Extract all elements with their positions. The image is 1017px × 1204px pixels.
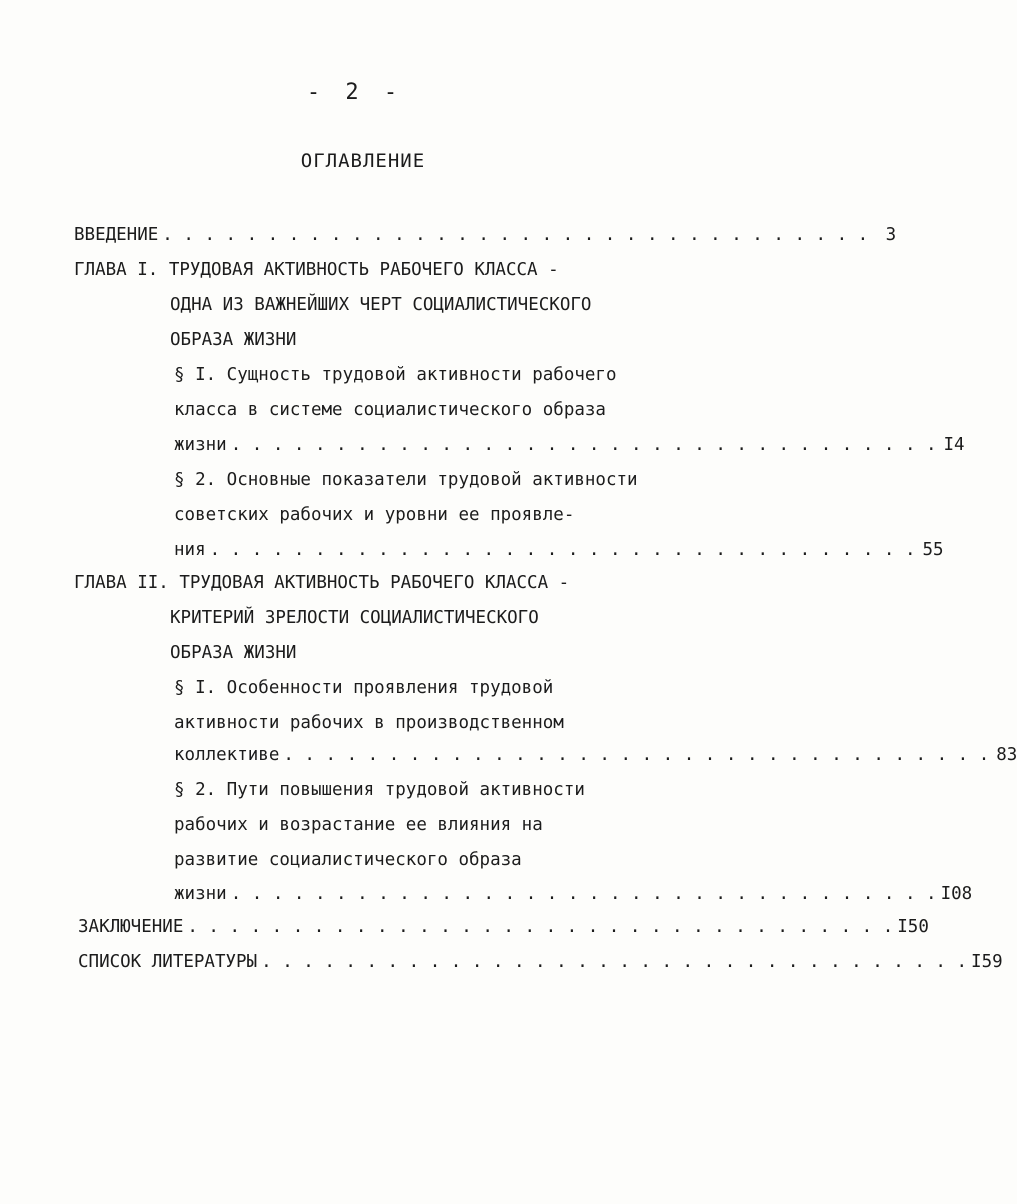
chapter2-heading-line[interactable]: ОБРАЗА ЖИЗНИ bbox=[170, 643, 297, 663]
page-title: ОГЛАВЛЕНИЕ bbox=[300, 150, 426, 172]
toc-entry-page: 55 bbox=[922, 540, 944, 560]
chapter1-heading-line[interactable]: ОБРАЗА ЖИЗНИ bbox=[170, 330, 297, 350]
chapter2-section1-line[interactable]: § I. Особенности проявления трудовой bbox=[174, 678, 554, 698]
toc-entry-conclusion[interactable] bbox=[78, 914, 929, 940]
toc-entry-page: I50 bbox=[897, 917, 929, 937]
toc-entry-label: ЗАКЛЮЧЕНИЕ bbox=[78, 917, 184, 937]
toc-entry-bibliography[interactable] bbox=[78, 949, 1003, 975]
toc-leader-dots: . . . . . . . . . . . . . . . . . . . . . . . . . . . . . . . . . . bbox=[162, 225, 869, 245]
toc-entry-intro[interactable] bbox=[74, 222, 897, 248]
page-number: - 2 - bbox=[306, 80, 404, 105]
toc-entry-label: ВВЕДЕНИЕ bbox=[74, 225, 159, 245]
chapter2-heading-line[interactable]: ГЛАВА II. ТРУДОВАЯ АКТИВНОСТЬ РАБОЧЕГО КЛАССА - bbox=[74, 573, 570, 593]
chapter2-section2-line[interactable]: рабочих и возрастание ее влияния на bbox=[174, 815, 543, 835]
toc-entry-chapter1-section2[interactable] bbox=[174, 537, 944, 563]
toc-leader-dots: . . . . . . . . . . . . . . . . . . . . . . . . . . . . . . . . . . bbox=[230, 884, 937, 904]
toc-leader-dots: . . . . . . . . . . . . . . . . . . . . . . . . . . . . . . . . . . bbox=[283, 745, 990, 765]
toc-entry-label: коллективе bbox=[174, 745, 280, 765]
toc-leader-dots: . . . . . . . . . . . . . . . . . . . . . . . . . . . . . . . . . . bbox=[187, 917, 894, 937]
toc-entry-chapter2-section1[interactable] bbox=[174, 742, 1017, 768]
toc-leader-dots: . . . . . . . . . . . . . . . . . . . . . . . . . . . . . . . . . . bbox=[261, 952, 968, 972]
toc-leader-dots: . . . . . . . . . . . . . . . . . . . . . . . . . . . . . . . . . . bbox=[230, 435, 937, 455]
chapter1-section1-line[interactable]: § I. Сущность трудовой активности рабочего bbox=[174, 365, 617, 385]
toc-entry-label: жизни bbox=[174, 884, 227, 904]
toc-entry-label: СПИСОК ЛИТЕРАТУРЫ bbox=[78, 952, 258, 972]
chapter1-heading-line[interactable]: ОДНА ИЗ ВАЖНЕЙШИХ ЧЕРТ СОЦИАЛИСТИЧЕСКОГО bbox=[170, 295, 592, 315]
toc-entry-page: I4 bbox=[943, 435, 965, 455]
toc-entry-page: I59 bbox=[971, 952, 1003, 972]
chapter2-section2-line[interactable]: § 2. Пути повышения трудовой активности bbox=[174, 780, 585, 800]
chapter1-section2-line[interactable]: советских рабочих и уровни ее проявле- bbox=[174, 505, 575, 525]
toc-entry-label: жизни bbox=[174, 435, 227, 455]
toc-entry-chapter2-section2[interactable] bbox=[174, 881, 973, 907]
toc-entry-page: 83 bbox=[996, 745, 1017, 765]
chapter2-heading-line[interactable]: КРИТЕРИЙ ЗРЕЛОСТИ СОЦИАЛИСТИЧЕСКОГО bbox=[170, 608, 539, 628]
toc-entry-page: 3 bbox=[885, 225, 897, 245]
toc-entry-chapter1-section1[interactable] bbox=[174, 432, 965, 458]
chapter1-section2-line[interactable]: § 2. Основные показатели трудовой активности bbox=[174, 470, 638, 490]
toc-leader-dots: . . . . . . . . . . . . . . . . . . . . . . . . . . . . . . . . . . bbox=[209, 540, 916, 560]
chapter2-section2-line[interactable]: развитие социалистического образа bbox=[174, 850, 522, 870]
chapter2-section1-line[interactable]: активности рабочих в производственном bbox=[174, 713, 564, 733]
chapter1-section1-line[interactable]: класса в системе социалистического образа bbox=[174, 400, 606, 420]
toc-entry-page: I08 bbox=[940, 884, 973, 904]
chapter1-heading-line[interactable]: ГЛАВА I. ТРУДОВАЯ АКТИВНОСТЬ РАБОЧЕГО КЛАССА - bbox=[74, 260, 559, 280]
toc-entry-label: ния bbox=[174, 540, 206, 560]
